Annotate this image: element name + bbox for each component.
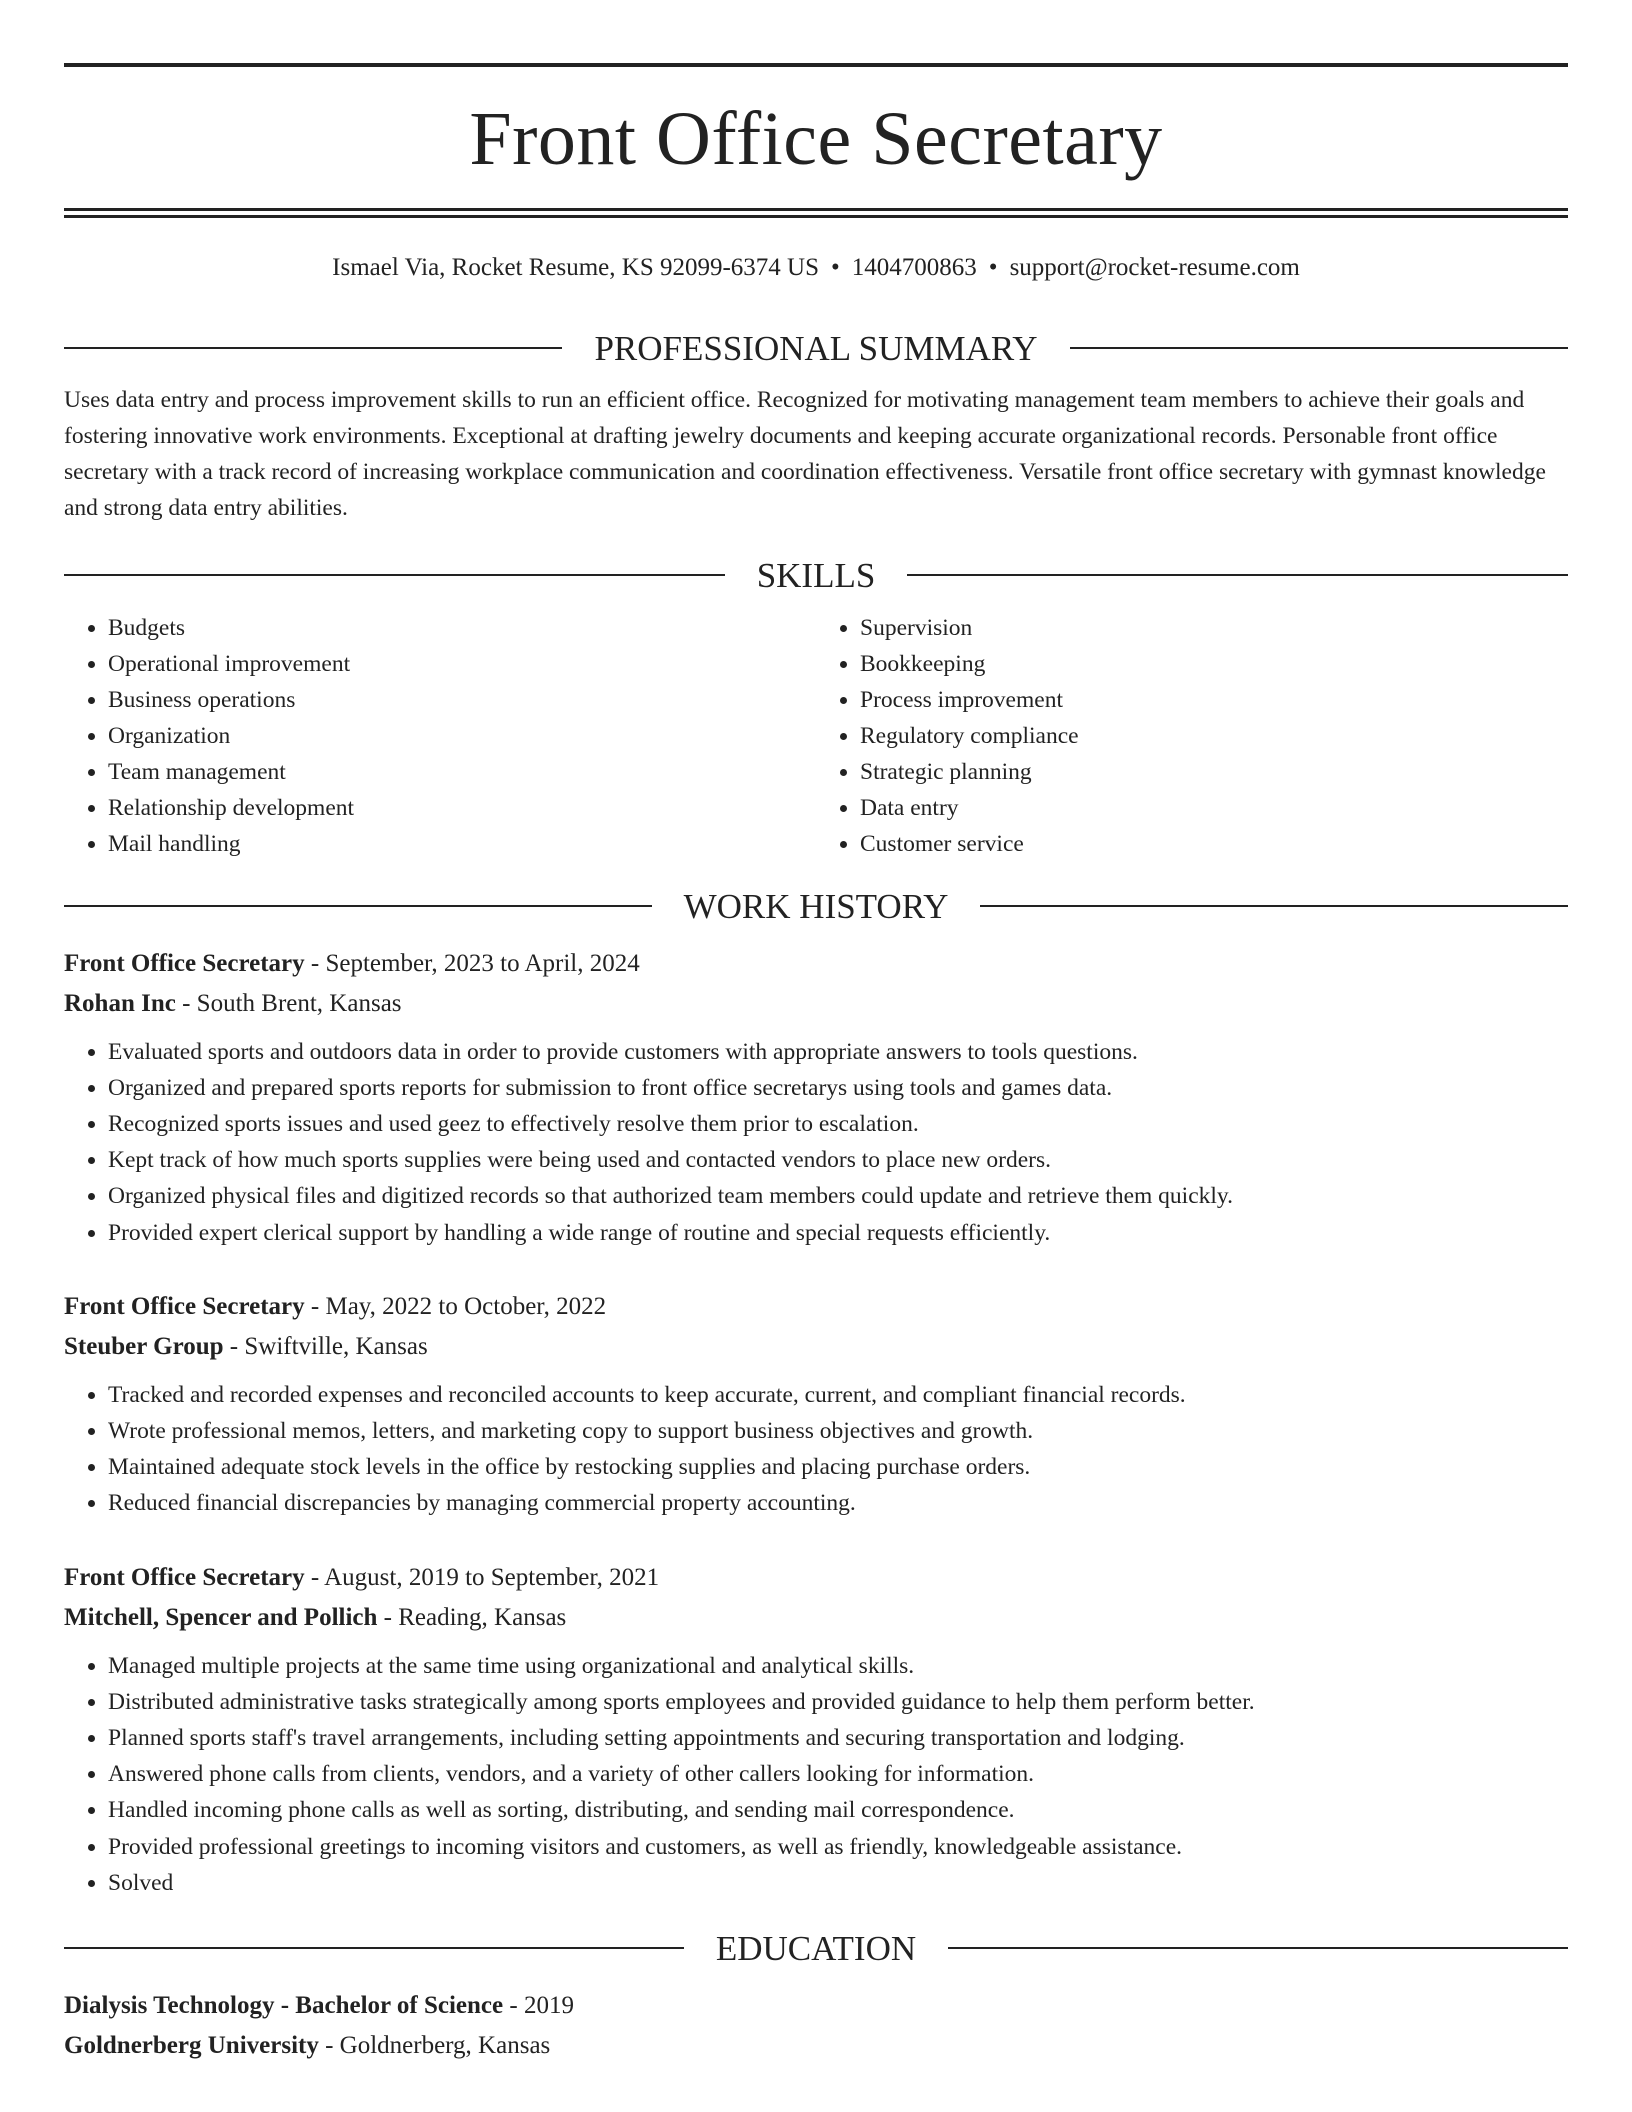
- skill-item: • Operational improvement: [108, 646, 816, 682]
- skill-item: • Data entry: [860, 790, 1568, 826]
- job-bullet: • Solved: [108, 1865, 1568, 1901]
- contact-line: [64, 254, 1568, 282]
- education-entry: [64, 1986, 1568, 2066]
- job-bullet: • Organized physical files and digitized records so that authorized team members could update and retrieve them quickly.: [108, 1178, 1568, 1214]
- job-title-line: [64, 944, 1568, 984]
- job-bullet: • Recognized sports issues and used geez to effectively resolve them prior to escalation.: [108, 1106, 1568, 1142]
- skills-list-right: [816, 610, 1568, 862]
- job-title: Front Office Secretary: [64, 949, 305, 977]
- job-entry: [64, 944, 1568, 1251]
- job-bullets: [64, 1034, 1568, 1251]
- job-bullet: • Wrote professional memos, letters, and marketing copy to support business objectives and growth.: [108, 1413, 1568, 1449]
- skill-item: • Process improvement: [860, 682, 1568, 718]
- contact-separator: •: [988, 254, 998, 281]
- section-heading-summary: [64, 328, 1568, 368]
- skill-item: • Regulatory compliance: [860, 718, 1568, 754]
- job-location: - Reading, Kansas: [377, 1603, 567, 1631]
- job-bullet: • Distributed administrative tasks strategically among sports employees and provided guidance to help them perform better.: [108, 1684, 1568, 1720]
- job-bullet: • Maintained adequate stock levels in the office by restocking supplies and placing purchase orders.: [108, 1449, 1568, 1485]
- section-heading-education: [64, 1928, 1568, 1968]
- job-bullet: • Managed multiple projects at the same time using organizational and analytical skills.: [108, 1648, 1568, 1684]
- education-degree-line: [64, 1986, 1568, 2026]
- job-bullet: • Kept track of how much sports supplies were being used and contacted vendors to place new orders.: [108, 1142, 1568, 1178]
- skill-item: • Supervision: [860, 610, 1568, 646]
- job-bullets: [64, 1377, 1568, 1522]
- contact-email: support@rocket-resume.com: [1009, 254, 1300, 281]
- job-bullet: • Organized and prepared sports reports for submission to front office secretarys using tools and games data.: [108, 1070, 1568, 1106]
- education-degree: Dialysis Technology - Bachelor of Science: [64, 1991, 504, 2019]
- skill-item: • Strategic planning: [860, 754, 1568, 790]
- education-year: - 2019: [503, 1991, 574, 2019]
- job-bullet: • Provided expert clerical support by handling a wide range of routine and special requests efficiently.: [108, 1215, 1568, 1251]
- job-bullet: • Evaluated sports and outdoors data in order to provide customers with appropriate answers to tools questions.: [108, 1034, 1568, 1070]
- education-school: Goldnerberg University: [64, 2031, 319, 2059]
- top-rule: [64, 63, 1568, 67]
- section-heading-skills: [64, 555, 1568, 595]
- skill-item: • Customer service: [860, 826, 1568, 862]
- skills-list-left: [64, 610, 816, 862]
- skill-item: • Team management: [108, 754, 816, 790]
- job-bullets: [64, 1648, 1568, 1901]
- job-company: Rohan Inc: [64, 989, 176, 1017]
- title-double-rule: [64, 208, 1568, 218]
- section-heading-label: SKILLS: [756, 555, 876, 595]
- skill-item: • Relationship development: [108, 790, 816, 826]
- skill-item: • Bookkeeping: [860, 646, 1568, 682]
- skills-columns: [64, 610, 1568, 862]
- job-company-line: [64, 1598, 1568, 1638]
- skill-item: • Business operations: [108, 682, 816, 718]
- job-company-line: [64, 1327, 1568, 1367]
- job-entry: [64, 1287, 1568, 1522]
- job-title: Front Office Secretary: [64, 1563, 305, 1591]
- job-bullet: • Answered phone calls from clients, vendors, and a variety of other callers looking for information.: [108, 1756, 1568, 1792]
- contact-separator: •: [831, 254, 840, 281]
- job-bullet: • Provided professional greetings to incoming visitors and customers, as well as friendly, knowledgeable assistance.: [108, 1829, 1568, 1865]
- job-dates: - August, 2019 to September, 2021: [304, 1563, 660, 1591]
- job-bullet: • Planned sports staff's travel arrangements, including setting appointments and securing transportation and lodging.: [108, 1720, 1568, 1756]
- job-location: - South Brent, Kansas: [175, 989, 402, 1017]
- job-company-line: [64, 984, 1568, 1024]
- job-entry: [64, 1558, 1568, 1901]
- section-heading-label: WORK HISTORY: [683, 886, 949, 926]
- section-heading-label: PROFESSIONAL SUMMARY: [594, 328, 1038, 368]
- job-location: - Swiftville, Kansas: [223, 1332, 428, 1360]
- education-school-line: [64, 2026, 1568, 2066]
- job-company: Mitchell, Spencer and Pollich: [64, 1603, 378, 1631]
- job-dates: - September, 2023 to April, 2024: [304, 949, 640, 977]
- job-bullet: • Handled incoming phone calls as well as sorting, distributing, and sending mail correspondence.: [108, 1792, 1568, 1828]
- skill-item: • Budgets: [108, 610, 816, 646]
- job-company: Steuber Group: [64, 1332, 224, 1360]
- section-heading-label: EDUCATION: [715, 1928, 917, 1968]
- summary-paragraph: Uses data entry and process improvement skills to run an efficient office. Recognized for motivating management team members to achieve their goals and fostering innovative work environments. Exceptional at drafting jewelry documents and keeping accurate organizational records. Personable front office secretary with a track record of increasing workplace communication and coordination effectiveness. Versatile front office secretary with gymnast knowledge and strong data entry abilities.: [64, 386, 1546, 521]
- resume-title: Front Office Secretary: [469, 97, 1163, 181]
- job-title-line: [64, 1558, 1568, 1598]
- contact-address: Ismael Via, Rocket Resume, KS 92099-6374 US: [332, 254, 820, 281]
- job-title-line: [64, 1287, 1568, 1327]
- job-bullet: • Tracked and recorded expenses and reconciled accounts to keep accurate, current, and compliant financial records.: [108, 1377, 1568, 1413]
- skill-item: • Mail handling: [108, 826, 816, 862]
- contact-phone: 1404700863: [851, 254, 977, 281]
- skill-item: • Organization: [108, 718, 816, 754]
- job-bullet: • Reduced financial discrepancies by managing commercial property accounting.: [108, 1485, 1568, 1521]
- job-dates: - May, 2022 to October, 2022: [304, 1292, 607, 1320]
- job-title: Front Office Secretary: [64, 1292, 305, 1320]
- education-location: - Goldnerberg, Kansas: [318, 2031, 551, 2059]
- section-heading-work-history: [64, 886, 1568, 926]
